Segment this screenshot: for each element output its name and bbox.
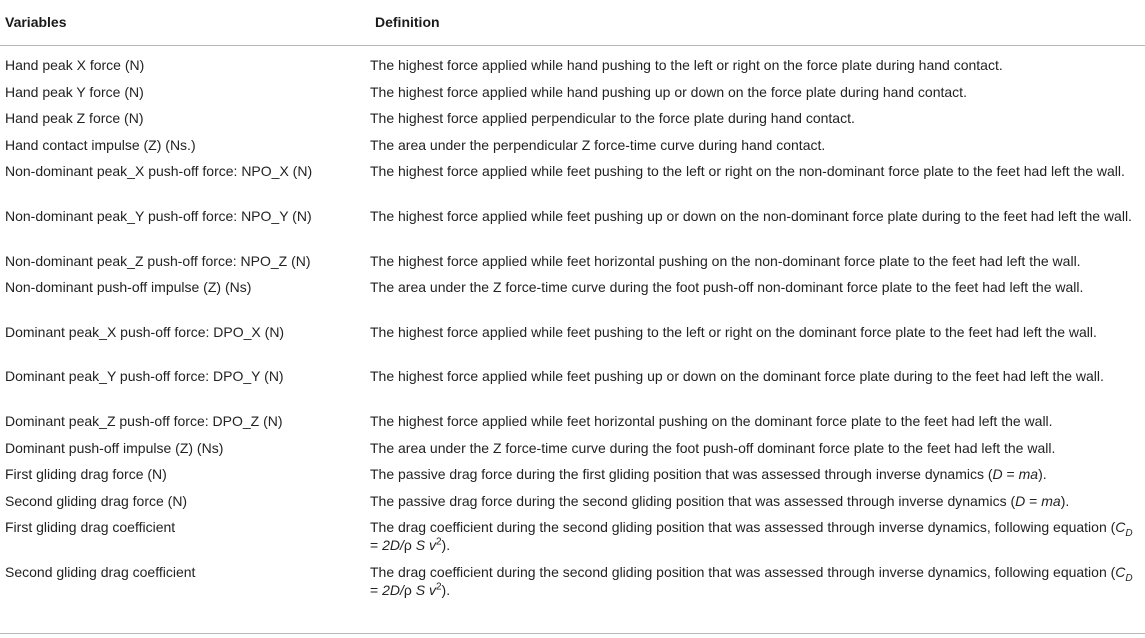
table-row <box>0 252 1145 279</box>
definition-cell: The highest force applied while feet horizontal pushing on the non-dominant force plate to the feet had left the wall. <box>370 252 1081 269</box>
table-row <box>0 136 1145 163</box>
variable-cell: Non-dominant peak_Y push-off force: NPO_Y (N) <box>5 207 312 224</box>
variable-cell: Hand peak Y force (N) <box>5 83 144 100</box>
definition-cell: The highest force applied while feet pushing up or down on the dominant force plate during to the feet had left the wall. <box>370 368 1104 385</box>
definition-cell: The passive drag force during the second gliding position that was assessed through inverse dynamics (D = ma). <box>370 492 1070 509</box>
table-row <box>0 207 1145 252</box>
definition-cell: The highest force applied perpendicular to the force plate during hand contact. <box>370 110 855 127</box>
definition-cell: The highest force applied while hand pushing up or down on the force plate during hand contact. <box>370 83 967 100</box>
table-row <box>0 109 1145 136</box>
variable-cell: Non-dominant peak_Z push-off force: NPO_Z (N) <box>5 252 311 269</box>
definition-cell: The highest force applied while feet horizontal pushing on the dominant force plate to the feet had left the wall. <box>370 412 1053 429</box>
definition-cell: The drag coefficient during the second gliding position that was assessed through inverse dynamics, following equation ($C_D = 2D/\rho$ S $v^2$). <box>370 519 1133 554</box>
variable-cell: Hand peak X force (N) <box>5 57 145 73</box>
table-row <box>0 323 1145 368</box>
table-row <box>0 563 1145 608</box>
definition-cell: The highest force applied while hand pushing to the left or right on the force plate during hand contact. <box>370 57 1003 73</box>
variable-cell: Hand contact impulse (Z) (Ns.) <box>5 136 196 153</box>
variable-cell: First gliding drag coefficient <box>5 519 176 536</box>
table-row <box>0 465 1145 492</box>
table-row <box>0 439 1145 466</box>
variable-cell: Second gliding drag coefficient <box>5 563 196 580</box>
variable-cell: Second gliding drag force (N) <box>5 492 188 509</box>
variable-cell: Dominant peak_X push-off force: DPO_X (N) <box>5 323 285 340</box>
table-row <box>0 83 1145 110</box>
variable-cell: Dominant peak_Y push-off force: DPO_Y (N) <box>5 368 284 385</box>
variable-cell: Non-dominant push-off impulse (Z) (Ns) <box>5 279 252 296</box>
definition-cell: The highest force applied while feet pushing to the left or right on the dominant force plate to the feet had left the wall. <box>370 323 1097 340</box>
variable-cell: Non-dominant peak_X push-off force: NPO_X (N) <box>5 163 313 180</box>
table-row <box>0 518 1145 563</box>
variable-cell: Hand peak Z force (N) <box>5 110 144 127</box>
table-row <box>0 492 1145 519</box>
definition-cell: The area under the Z force-time curve during the foot push-off non-dominant force plate to the feet had left the wall. <box>370 279 1084 296</box>
table-bottom-rule <box>0 633 1145 634</box>
definition-cell: The highest force applied while feet pushing up or down on the non-dominant force plate during to the feet had left the wall. <box>370 207 1132 224</box>
definition-cell: The area under the perpendicular Z force-time curve during hand contact. <box>370 136 826 153</box>
table-row <box>0 367 1145 412</box>
header-variables: Variables <box>5 14 67 30</box>
table-header <box>0 0 1145 46</box>
definition-cell: The drag coefficient during the second gliding position that was assessed through inverse dynamics, following equation ($C_D = 2D/\rho$ S $v^2$). <box>370 563 1133 598</box>
table-row <box>0 162 1145 207</box>
definition-cell: The passive drag force during the first gliding position that was assessed through inverse dynamics (D = ma). <box>370 466 1047 483</box>
table-body <box>0 46 1145 608</box>
table-row <box>0 278 1145 323</box>
definition-cell: The area under the Z force-time curve during the foot push-off dominant force plate to the feet had left the wall. <box>370 439 1056 456</box>
variable-cell: Dominant peak_Z push-off force: DPO_Z (N) <box>5 412 283 429</box>
table-row <box>0 56 1145 83</box>
variable-cell: First gliding drag force (N) <box>5 466 167 483</box>
definition-cell: The highest force applied while feet pushing to the left or right on the non-dominant force plate to the feet had left the wall. <box>370 163 1125 180</box>
variable-cell: Dominant push-off impulse (Z) (Ns) <box>5 439 224 456</box>
table-row <box>0 412 1145 439</box>
header-definition: Definition <box>375 14 440 30</box>
